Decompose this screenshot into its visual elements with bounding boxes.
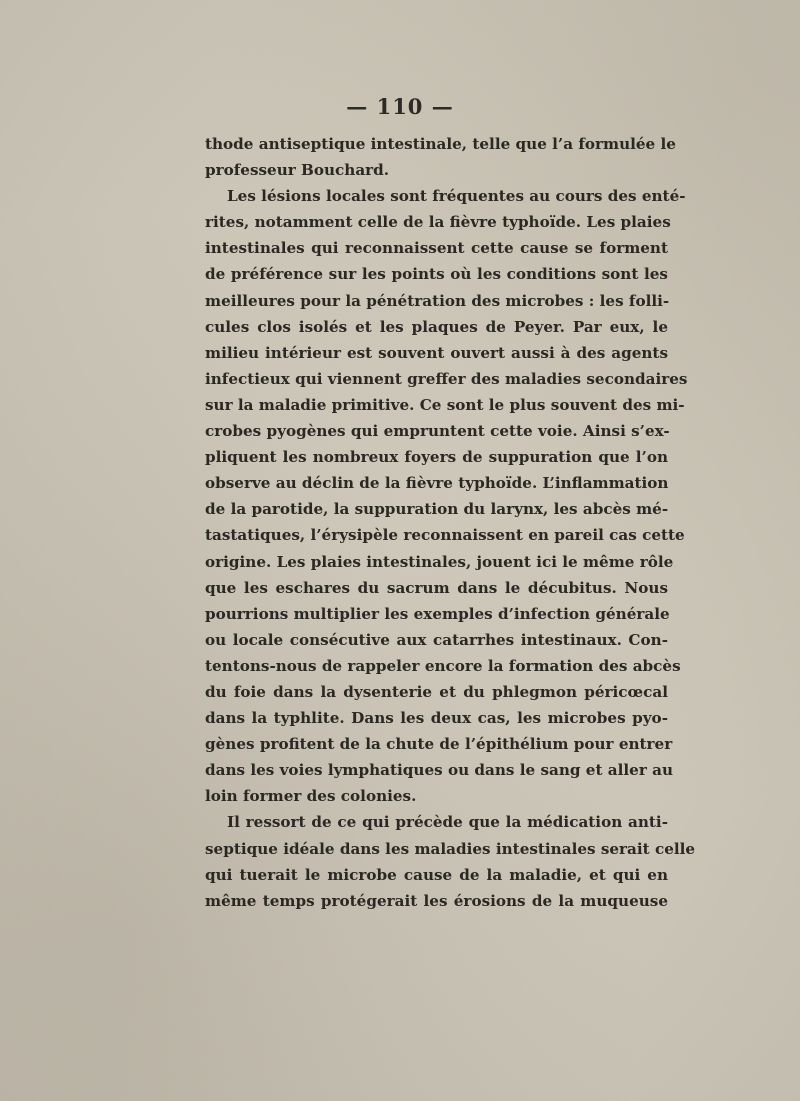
text-line: de la parotide, la suppuration du larynx, les abcès mé-: [205, 500, 669, 519]
text-line: crobes pyogènes qui empruntent cette voie. Ainsi s’ex-: [205, 422, 670, 441]
text-line: tastatiques, l’érysipèle reconnaissent en pareil cas cette: [205, 526, 685, 545]
text-line: Il ressort de ce qui précède que la médication anti-: [227, 813, 668, 832]
text-line: septique idéale dans les maladies intestinales serait celle: [205, 839, 696, 858]
text-line: cules clos isolés et les plaques de Peyer. Par eux, le: [205, 317, 668, 336]
text-line: meilleures pour la pénétration des microbes : les folli-: [205, 291, 670, 310]
text-line: thode antiseptique intestinale, telle que l’a formulée le: [205, 135, 676, 153]
text-line: ou locale consécutive aux catarrhes intestinaux. Con-: [205, 630, 668, 649]
text-line: loin former des colonies.: [205, 787, 417, 806]
text-line: intestinales qui reconnaissent cette cause se forment: [205, 239, 668, 258]
text-line: milieu intérieur est souvent ouvert aussi à des agents: [205, 343, 668, 362]
text-line: rites, notamment celle de la fièvre typhoïde. Les plaies: [205, 213, 671, 232]
text-line: sur la maladie primitive. Ce sont le plus souvent des mi-: [205, 395, 685, 414]
text-line: que les eschares du sacrum dans le décubitus. Nous: [205, 578, 668, 597]
text-line: tentons-nous de rappeler encore la formation des abcès: [205, 656, 681, 675]
text-line: professeur Bouchard.: [205, 161, 390, 180]
text-line: infectieux qui viennent greffer des maladies secondaires: [205, 369, 688, 388]
text-line: origine. Les plaies intestinales, jouent ici le même rôle: [205, 552, 674, 571]
page-number-header: — 110 —: [346, 94, 454, 119]
text-line: de préférence sur les points où les conditions sont les: [205, 265, 668, 284]
text-line: du foie dans la dysenterie et du phlegmon péricœcal: [205, 682, 668, 701]
body-text: [205, 131, 696, 914]
text-line: pliquent les nombreux foyers de suppuration que l’on: [205, 448, 668, 467]
text-line: Les lésions locales sont fréquentes au cours des enté-: [227, 187, 686, 206]
text-line: gènes profitent de la chute de l’épithélium pour entrer: [205, 735, 673, 754]
text-line: même temps protégerait les érosions de la muqueuse: [205, 891, 668, 910]
text-line: pourrions multiplier les exemples d’infection générale: [205, 604, 670, 623]
text-line: observe au déclin de la fièvre typhoïde. L’inflammation: [205, 474, 669, 493]
text-line: dans les voies lymphatiques ou dans le sang et aller au: [205, 761, 673, 780]
text-line: dans la typhlite. Dans les deux cas, les microbes pyo-: [205, 709, 668, 728]
paragraph: [205, 809, 696, 913]
paragraph: [205, 183, 688, 809]
text-line: qui tuerait le microbe cause de la maladie, et qui en: [205, 865, 668, 884]
paragraph: [205, 131, 676, 183]
